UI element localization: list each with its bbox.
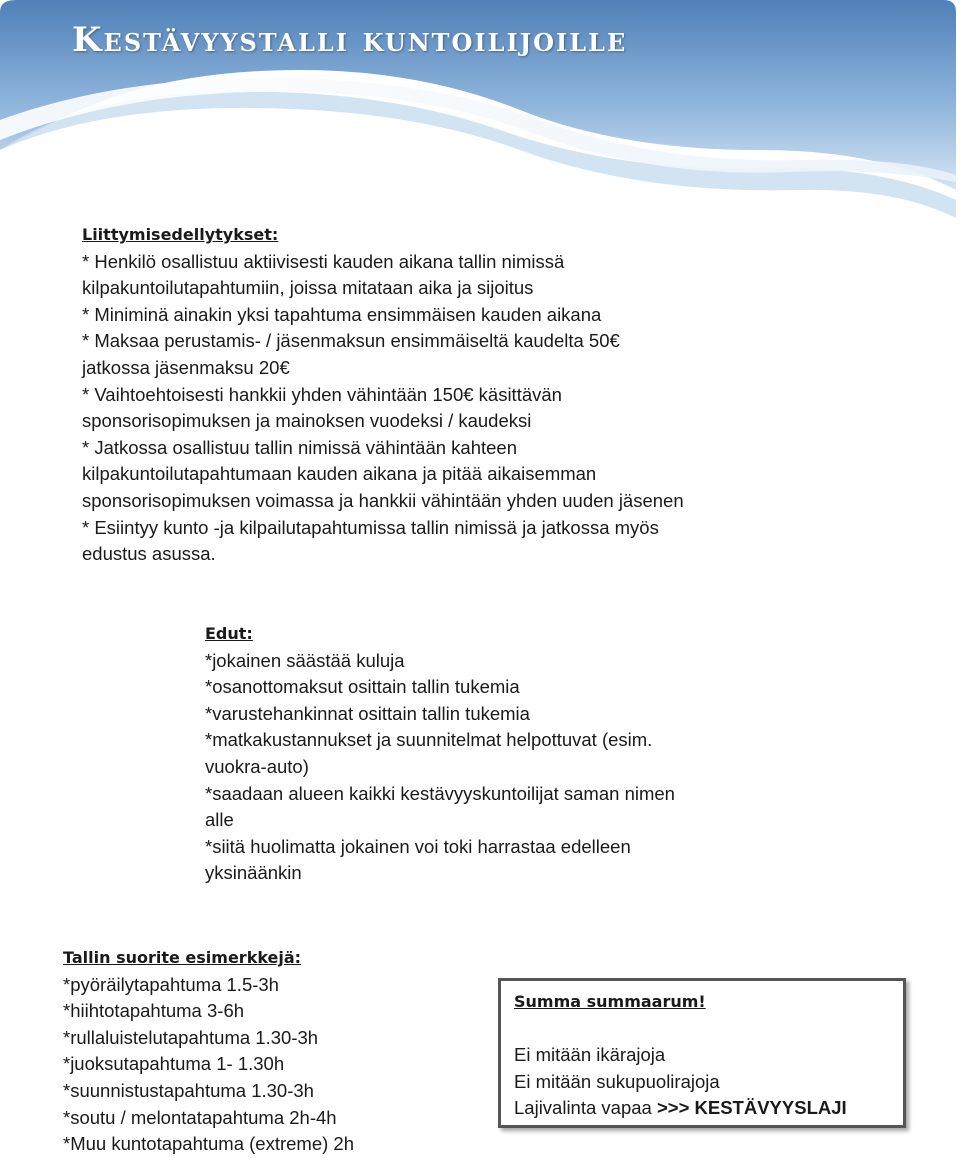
examples-line: *pyöräilytapahtuma 1.5-3h (63, 973, 279, 995)
benefits-section (205, 621, 675, 887)
requirements-line: * Miniminä ainakin yksi tapahtuma ensimmäisen kauden aikana (82, 303, 602, 325)
benefits-line: *varustehankinnat osittain tallin tukemia (205, 702, 530, 724)
summary-final-emphasis: >>> KESTÄVYYSLAJI (656, 1097, 847, 1119)
requirements-line: * Maksaa perustamis- / jäsenmaksun ensimmäiseltä kaudelta 50€ (82, 330, 620, 352)
requirements-line: * Vaihtoehtoisesti hankkii yhden vähintään 150€ käsittävän (82, 383, 562, 405)
examples-section (63, 945, 354, 1158)
summary-final-prefix: Lajivalinta vapaa (514, 1097, 657, 1119)
page-title: Kestävyystalli kuntoilijoille (72, 20, 628, 60)
requirements-line: sponsorisopimuksen voimassa ja hankkii vähintään yhden uuden jäsenen (82, 489, 684, 511)
examples-line: *suunnistustapahtuma 1.30-3h (63, 1079, 314, 1101)
requirements-line: * Jatkossa osallistuu tallin nimissä vähintään kahteen (82, 436, 517, 458)
summary-heading: Summa summaarum! (514, 992, 706, 1011)
requirements-line: * Henkilö osallistuu aktiivisesti kauden aikana tallin nimissä (82, 250, 565, 272)
requirements-line: edustus asussa. (82, 543, 216, 565)
examples-heading: Tallin suorite esimerkkejä: (63, 948, 302, 967)
benefits-line: *jokainen säästää kuluja (205, 649, 405, 671)
requirements-line: kilpakuntoilutapahtumiin, joissa mitataan aika ja sijoitus (82, 277, 534, 299)
summary-final-line (514, 1095, 847, 1122)
requirements-line: sponsorisopimuksen ja mainoksen vuodeksi / kaudeksi (82, 410, 532, 432)
benefits-line: yksinäänkin (205, 862, 302, 884)
requirements-section (82, 222, 684, 568)
examples-line: *juoksutapahtuma 1- 1.30h (63, 1053, 285, 1075)
benefits-line: alle (205, 809, 234, 831)
benefits-line: *osanottomaksut osittain tallin tukemia (205, 676, 520, 698)
examples-line: *soutu / melontatapahtuma 2h-4h (63, 1106, 337, 1128)
examples-line: *Muu kuntotapahtuma (extreme) 2h (63, 1133, 355, 1155)
requirements-heading: Liittymisedellytykset: (82, 225, 279, 244)
summary-box (498, 978, 906, 1128)
benefits-line: vuokra-auto) (205, 755, 309, 777)
benefits-heading: Edut: (205, 624, 253, 643)
summary-line: Ei mitään sukupuolirajoja (514, 1070, 720, 1092)
requirements-line: * Esiintyy kunto -ja kilpailutapahtumissa tallin nimissä ja jatkossa myös (82, 516, 659, 538)
benefits-line: *matkakustannukset ja suunnitelmat helpottuvat (esim. (205, 729, 653, 751)
requirements-line: kilpakuntoilutapahtumaan kauden aikana ja pitää aikaisemman (82, 463, 597, 485)
summary-line: Ei mitään ikärajoja (514, 1044, 666, 1066)
benefits-line: *saadaan alueen kaikki kestävyyskuntoilijat saman nimen (205, 782, 675, 804)
examples-line: *rullaluistelutapahtuma 1.30-3h (63, 1026, 319, 1048)
requirements-line: jatkossa jäsenmaksu 20€ (82, 356, 290, 378)
benefits-line: *siitä huolimatta jokainen voi toki harrastaa edelleen (205, 835, 631, 857)
examples-line: *hiihtotapahtuma 3-6h (63, 1000, 245, 1022)
